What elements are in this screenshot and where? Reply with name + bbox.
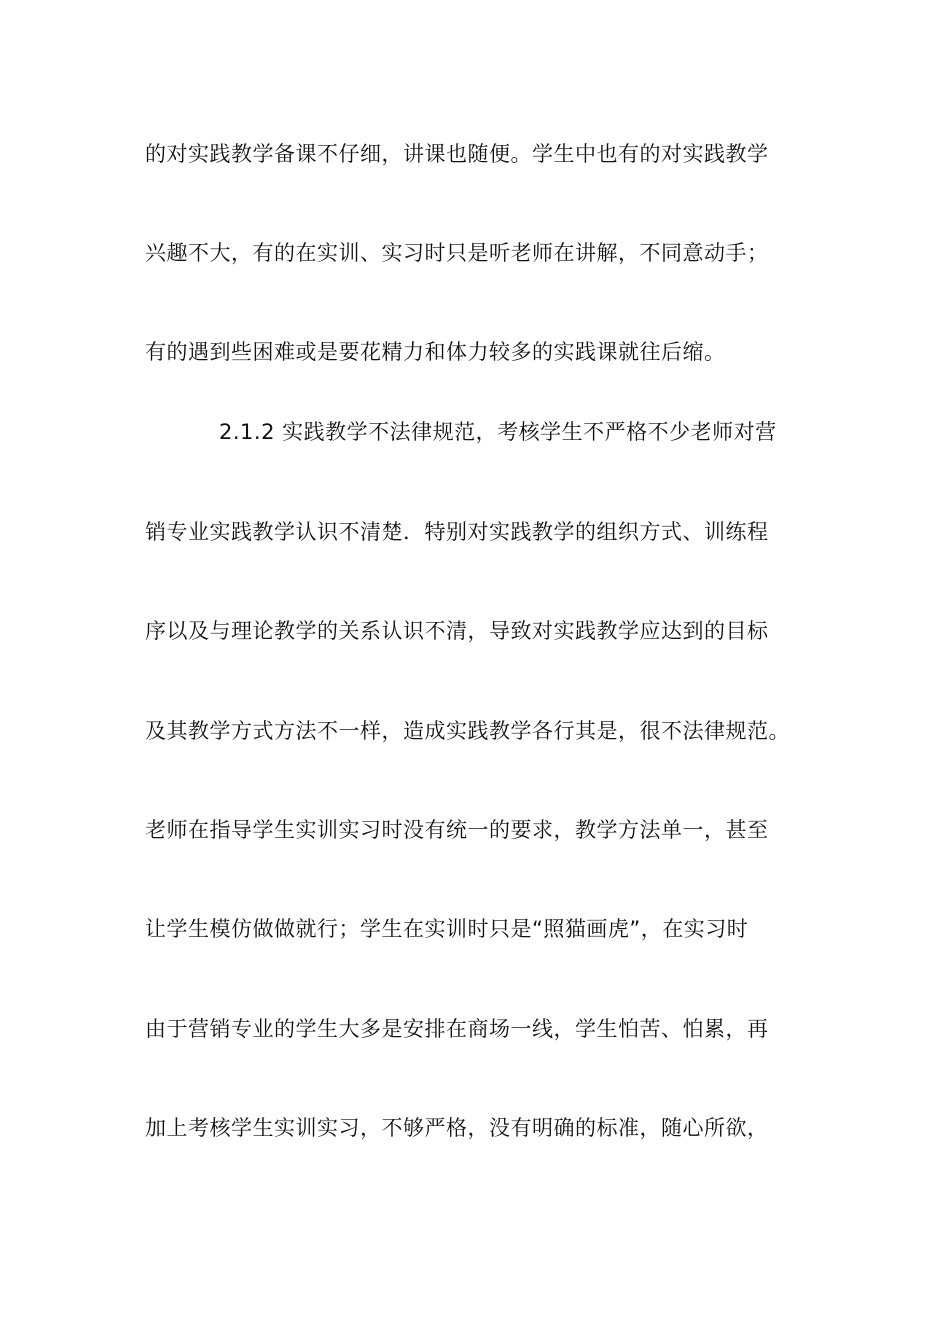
- paragraph-line: 由于营销专业的学生大多是安排在商场一线，学生怕苦、怕累，再: [145, 1017, 769, 1041]
- paragraph-line: 有的遇到些困难或是要花精力和体力较多的实践课就往后缩。: [145, 340, 726, 364]
- paragraph-line: 兴趣不大，有的在实训、实习时只是听老师在讲解，不同意动手；: [145, 241, 769, 265]
- paragraph-line: 让学生模仿做做就行；学生在实训时只是“照猫画虎”，在实习时: [145, 917, 749, 941]
- section-heading-line: 2.1.2 实践教学不法律规范，考核学生不严格不少老师对营: [219, 420, 777, 444]
- paragraph-line: 老师在指导学生实训实习时没有统一的要求，教学方法单一，甚至: [145, 818, 769, 842]
- paragraph-line: 的对实践教学备课不仔细，讲课也随便。学生中也有的对实践教学: [145, 142, 769, 166]
- paragraph-line: 销专业实践教学认识不清楚．特别对实践教学的组织方式、训练程: [145, 520, 769, 544]
- paragraph-line: 及其教学方式方法不一样，造成实践教学各行其是，很不法律规范。: [145, 719, 790, 743]
- paragraph-line: 加上考核学生实训实习，不够严格，没有明确的标准，随心所欲，: [145, 1116, 769, 1140]
- paragraph-line: 序以及与理论教学的关系认识不清，导致对实践教学应达到的目标: [145, 619, 769, 643]
